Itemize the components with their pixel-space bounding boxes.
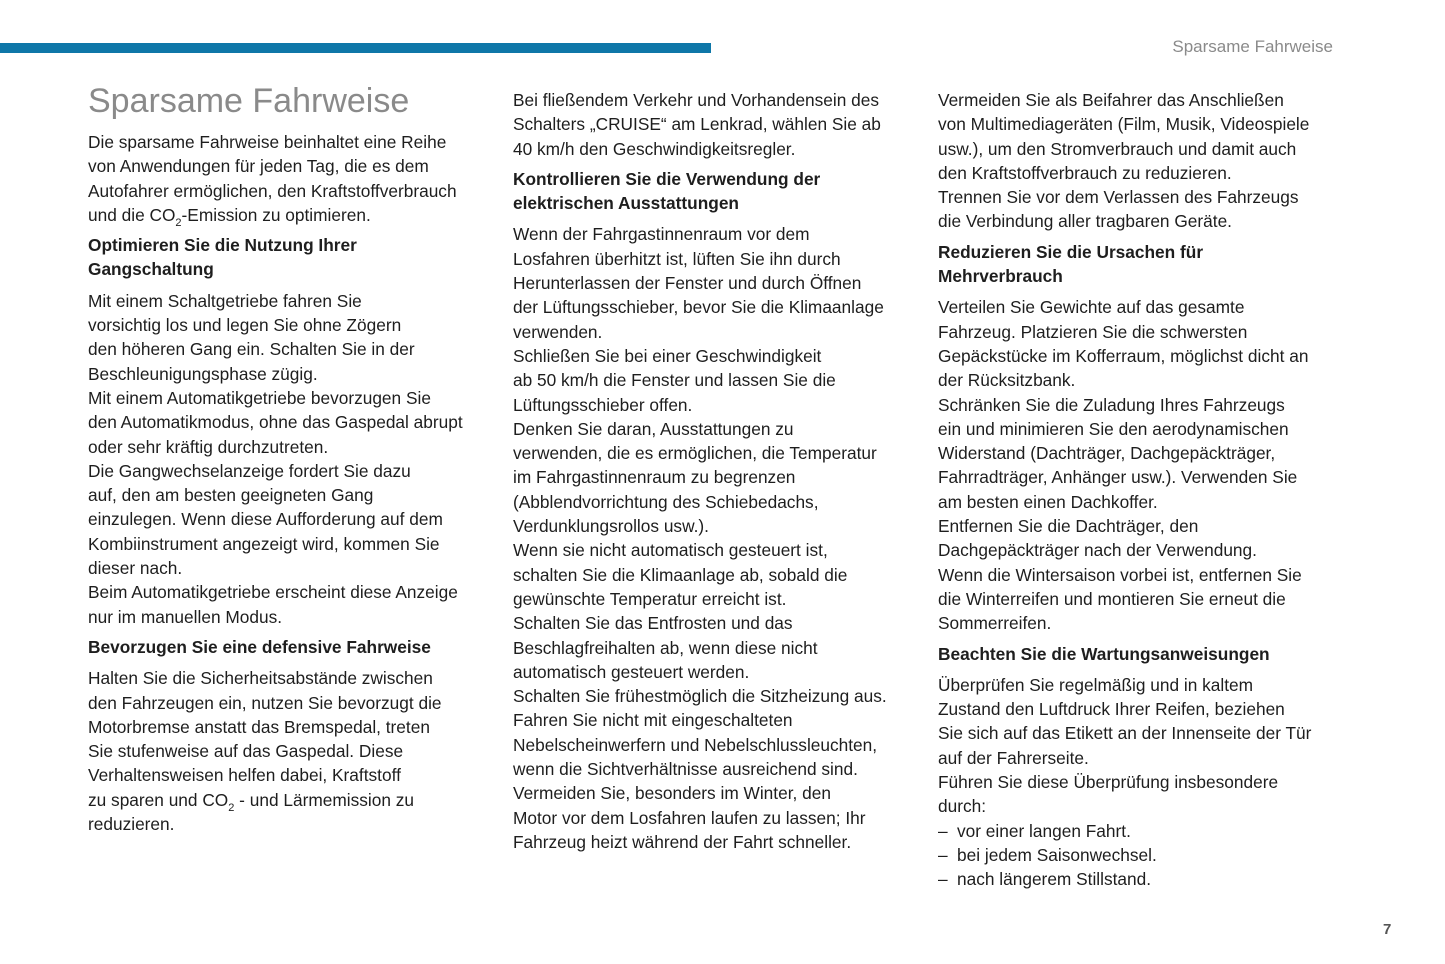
text-line: automatisch gesteuert werden.	[513, 661, 750, 682]
co2-prefix: zu sparen und CO	[88, 789, 229, 810]
text-line: Halten Sie die Sicherheitsabstände zwischen	[88, 668, 433, 689]
section-body-gangschaltung	[88, 289, 493, 629]
text-line: Mit einem Schaltgetriebe fahren Sie	[88, 290, 362, 311]
text-line: Lüftungsschieber offen.	[513, 394, 693, 415]
intro-paragraph	[88, 130, 493, 227]
page-title: Sparsame Fahrweise	[88, 82, 410, 120]
text-line: von Anwendungen für jeden Tag, die es dem	[88, 156, 429, 177]
text-line: Losfahren überhitzt ist, lüften Sie ihn durch	[513, 248, 841, 269]
text-line: Schränken Sie die Zuladung Ihres Fahrzeugs	[938, 394, 1285, 415]
section-heading-mehrverbrauch	[938, 240, 1343, 289]
text-line-co2	[88, 203, 493, 227]
heading-line: Reduzieren Sie die Ursachen für	[938, 241, 1204, 262]
text-line: Motor vor dem Losfahren laufen zu lassen; Ihr	[513, 807, 866, 828]
text-line: Widerstand (Dachträger, Dachgepäckträger,	[938, 443, 1276, 464]
text-line: Die sparsame Fahrweise beinhaltet eine Reihe	[88, 132, 447, 152]
text-line: durch:	[938, 796, 987, 817]
text-line: Fahrzeug heizt während der Fahrt schneller.	[513, 831, 852, 852]
text-line: Fahren Sie nicht mit eingeschalteten	[513, 710, 793, 731]
section-body-wartungsanweisungen	[938, 673, 1343, 819]
text-line: auf der Fahrerseite.	[938, 747, 1089, 768]
text-line: den Fahrzeugen ein, nutzen Sie bevorzugt die	[88, 692, 442, 713]
text-line: Beim Automatikgetriebe erscheint diese Anzeige	[88, 582, 458, 603]
text-line: Motorbremse anstatt das Bremspedal, treten	[88, 716, 430, 737]
text-line: im Fahrgastinnenraum zu begrenzen	[513, 467, 796, 488]
text-line: verwenden, die es ermöglichen, die Temperatur	[513, 443, 877, 464]
text-line: Wenn die Wintersaison vorbei ist, entfernen Sie	[938, 564, 1302, 585]
text-line: wenn die Sichtverhältnisse ausreichend sind.	[513, 759, 858, 780]
text-line: Sommerreifen.	[938, 613, 1052, 634]
text-line: (Abblendvorrichtung des Schiebedachs,	[513, 491, 819, 512]
maintenance-bullet-list	[938, 819, 1343, 892]
text-line: auf, den am besten geeigneten Gang	[88, 485, 374, 506]
text-line: Führen Sie diese Überprüfung insbesondere	[938, 772, 1279, 793]
section-heading-gangschaltung	[88, 233, 493, 282]
heading-line: Mehrverbrauch	[938, 266, 1063, 287]
bullet-item: – nach längerem Stillstand.	[938, 867, 1343, 891]
text-line: Mit einem Automatikgetriebe bevorzugen Sie	[88, 387, 431, 408]
text-line: Schließen Sie bei einer Geschwindigkeit	[513, 345, 822, 366]
column-1	[88, 130, 493, 836]
heading-line: Gangschaltung	[88, 259, 214, 280]
text-line: Fahrzeug. Platzieren Sie die schwersten	[938, 321, 1248, 342]
text-line: Wenn der Fahrgastinnenraum vor dem	[513, 224, 810, 245]
cruise-paragraph	[513, 88, 918, 161]
text-line: vorsichtig los und legen Sie ohne Zögern	[88, 315, 402, 336]
text-line: reduzieren.	[88, 814, 175, 835]
text-line: Überprüfen Sie regelmäßig und in kaltem	[938, 674, 1254, 695]
text-line: Trennen Sie vor dem Verlassen des Fahrzeugs	[938, 187, 1299, 208]
co2-suffix: -Emission zu optimieren.	[181, 204, 371, 225]
text-line: Kombiinstrument angezeigt wird, kommen Sie	[88, 533, 440, 554]
section-body-mehrverbrauch	[938, 295, 1343, 635]
co2-prefix: und die CO	[88, 204, 176, 225]
text-line: die Verbindung aller tragbaren Geräte.	[938, 211, 1232, 232]
text-line: Schalters „CRUISE“ am Lenkrad, wählen Sie ab	[513, 114, 881, 135]
text-line: Nebelscheinwerfern und Nebelschlussleuchten,	[513, 734, 878, 755]
text-line: verwenden.	[513, 321, 603, 342]
text-line: Vermeiden Sie, besonders im Winter, den	[513, 783, 831, 804]
column-2	[513, 88, 918, 854]
text-line: von Multimediageräten (Film, Musik, Videospiele	[938, 114, 1310, 135]
text-line: einzulegen. Wenn diese Aufforderung auf dem	[88, 509, 443, 530]
text-line: Schalten Sie das Entfrosten und das	[513, 613, 793, 634]
text-line: nur im manuellen Modus.	[88, 606, 283, 627]
text-line: 40 km/h den Geschwindigkeitsregler.	[513, 138, 796, 159]
text-line: der Rücksitzbank.	[938, 370, 1076, 391]
text-line: Verdunklungsrollos usw.).	[513, 516, 709, 537]
text-line: den Kraftstoffverbrauch zu reduzieren.	[938, 162, 1232, 183]
text-line: Autofahrer ermöglichen, den Kraftstoffverbrauch	[88, 180, 457, 201]
co2-suffix: - und Lärmemission zu	[234, 789, 414, 810]
heading-line: Kontrollieren Sie die Verwendung der	[513, 168, 821, 189]
text-line: Zustand den Luftdruck Ihrer Reifen, beziehen	[938, 699, 1285, 720]
text-line: Dachgepäckträger nach der Verwendung.	[938, 540, 1257, 561]
text-line: Verhaltensweisen helfen dabei, Kraftstoff	[88, 765, 401, 786]
multimedia-paragraph	[938, 88, 1343, 234]
heading-line: elektrischen Ausstattungen	[513, 193, 739, 214]
section-heading-wartungsanweisungen: Beachten Sie die Wartungsanweisungen	[938, 643, 1270, 664]
running-header: Sparsame Fahrweise	[1172, 37, 1333, 56]
text-line: Gepäckstücke im Kofferraum, möglichst dicht an	[938, 345, 1309, 366]
text-line: Beschleunigungsphase zügig.	[88, 363, 318, 384]
text-line: Fahrradträger, Anhänger usw.). Verwenden Sie	[938, 467, 1298, 488]
header-accent-bar	[0, 43, 711, 53]
text-line: oder sehr kräftig durchzutreten.	[88, 436, 329, 457]
section-heading-elektrische-ausstattungen	[513, 167, 918, 216]
text-line: Wenn sie nicht automatisch gesteuert ist,	[513, 540, 828, 561]
text-line: gewünschte Temperatur erreicht ist.	[513, 588, 787, 609]
text-line: Beschlagfreihalten ab, wenn diese nicht	[513, 637, 818, 658]
co2-subscript: 2	[175, 216, 182, 229]
text-line: den Automatikmodus, ohne das Gaspedal abrupt	[88, 412, 463, 433]
text-line: Entfernen Sie die Dachträger, den	[938, 516, 1199, 537]
text-line: ab 50 km/h die Fenster und lassen Sie die	[513, 370, 836, 391]
text-line: Bei fließendem Verkehr und Vorhandensein des	[513, 90, 880, 110]
text-line: Sie sich auf das Etikett an der Innenseite der Tür	[938, 723, 1312, 744]
text-line: Die Gangwechselanzeige fordert Sie dazu	[88, 460, 411, 481]
bullet-item: – vor einer langen Fahrt.	[938, 819, 1343, 843]
text-line: Herunterlassen der Fenster und durch Öffnen	[513, 273, 862, 294]
section-heading-defensive-fahrweise: Bevorzugen Sie eine defensive Fahrweise	[88, 636, 431, 657]
column-3	[938, 88, 1343, 892]
text-line: der Lüftungsschieber, bevor Sie die Klimaanlage	[513, 297, 884, 318]
co2-subscript: 2	[228, 801, 235, 814]
text-line-co2	[88, 788, 493, 812]
text-line: Schalten Sie frühestmöglich die Sitzheizung aus.	[513, 686, 887, 707]
text-line: usw.), um den Stromverbrauch und damit auch	[938, 138, 1297, 159]
text-line: Denken Sie daran, Ausstattungen zu	[513, 418, 794, 439]
text-line: die Winterreifen und montieren Sie erneut die	[938, 588, 1286, 609]
heading-line: Optimieren Sie die Nutzung Ihrer	[88, 235, 357, 256]
text-line: Vermeiden Sie als Beifahrer das Anschließen	[938, 90, 1284, 110]
text-line: am besten einen Dachkoffer.	[938, 491, 1158, 512]
text-line: Verteilen Sie Gewichte auf das gesamte	[938, 297, 1245, 318]
text-line: den höheren Gang ein. Schalten Sie in der	[88, 339, 415, 360]
text-line: ein und minimieren Sie den aerodynamischen	[938, 418, 1289, 439]
text-line: schalten Sie die Klimaanlage ab, sobald die	[513, 564, 848, 585]
text-line: Sie stufenweise auf das Gaspedal. Diese	[88, 741, 404, 762]
page-number: 7	[1383, 921, 1392, 938]
text-line: dieser nach.	[88, 558, 183, 579]
section-body-elektrische-ausstattungen	[513, 222, 918, 854]
bullet-item: – bei jedem Saisonwechsel.	[938, 843, 1343, 867]
section-body-defensive-fahrweise	[88, 666, 493, 836]
